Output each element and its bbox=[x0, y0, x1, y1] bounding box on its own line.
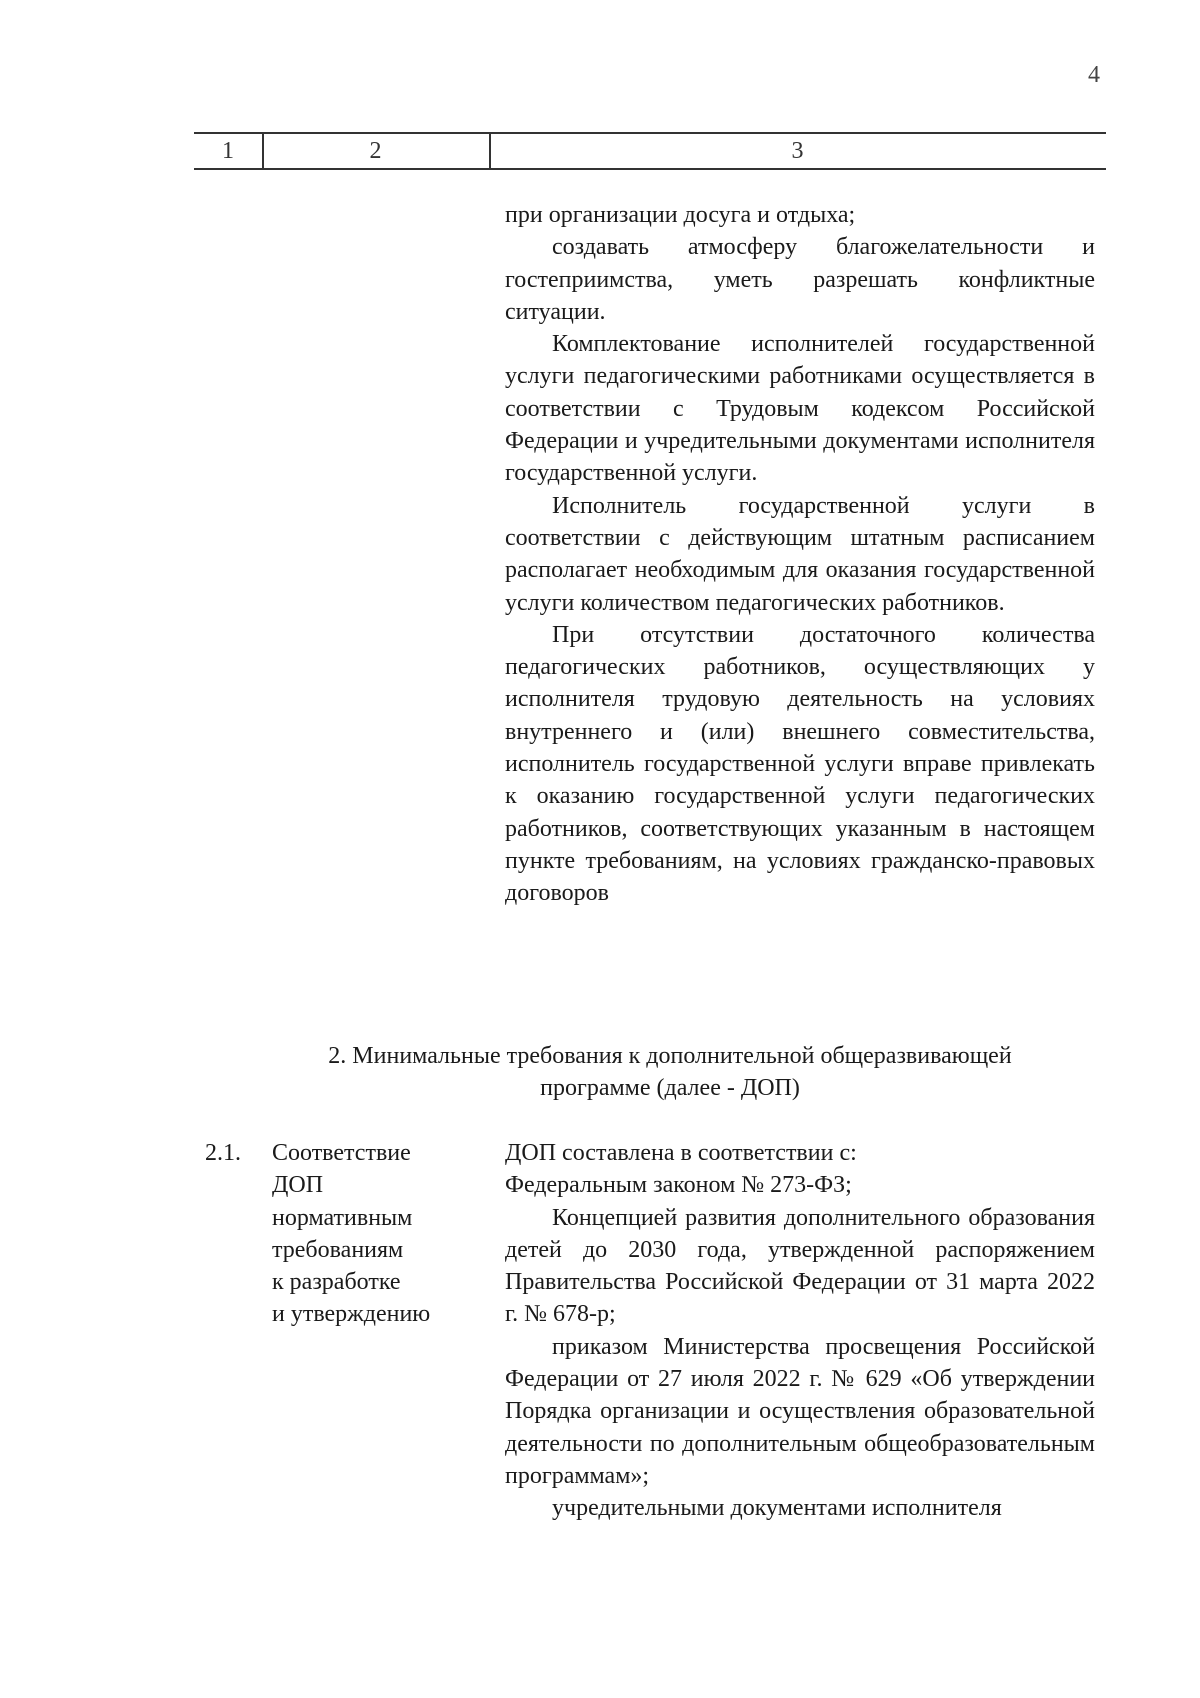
paragraph: Федеральным законом № 273-ФЗ; bbox=[505, 1172, 852, 1199]
row-label-line: нормативным bbox=[272, 1204, 413, 1231]
row-label-line: требованиям bbox=[272, 1236, 404, 1263]
row-label-line: к разработке bbox=[272, 1269, 401, 1296]
paragraph: ДОП составлена в соответствии с: bbox=[505, 1140, 857, 1166]
section-title-line: 2. Минимальные требования к дополнительной общеразвивающей bbox=[328, 1043, 1012, 1069]
table-header-row bbox=[194, 132, 1106, 170]
row-label bbox=[272, 1137, 472, 1331]
paragraph: Концепцией развития дополнительного образования детей до 2030 года, утвержденной распоряжением Правительства Российской Федерации от 31 марта 2022 г. № 678-р; bbox=[505, 1204, 1095, 1328]
header-cell-1: 1 bbox=[222, 138, 234, 164]
paragraph: Комплектование исполнителей государственной услуги педагогическими работниками осуществляется в соответствии с Трудовым кодексом Российской Федерации и учредительными документами исполнителя государственной услуги. bbox=[505, 331, 1095, 487]
header-cell-3: 3 bbox=[791, 138, 804, 164]
page-number: 4 bbox=[1088, 62, 1100, 88]
paragraph: при организации досуга и отдыха; bbox=[505, 202, 856, 228]
paragraph: учредительными документами исполнителя bbox=[552, 1495, 1002, 1522]
row-label-line: и утверждению bbox=[272, 1301, 431, 1328]
row-label-line: Соответствие bbox=[272, 1140, 411, 1166]
row-description bbox=[505, 1137, 1095, 1525]
paragraph: При отсутствии достаточного количества педагогических работников, осуществляющих у исполнителя трудовую деятельность на условиях внутреннего и (или) внешнего совместительства, исполнитель государственной услуги вправе привлекать к оказанию государственной услуги педагогических работников, соответствующих указанным в настоящем пункте требованиям, на условиях гражданско-правовых договоров bbox=[505, 621, 1095, 907]
section-title-line: программе (далее - ДОП) bbox=[540, 1075, 800, 1101]
header-cell-2: 2 bbox=[369, 138, 382, 164]
row-number: 2.1. bbox=[205, 1140, 241, 1166]
paragraph: Исполнитель государственной услуги в соответствии с действующим штатным расписанием располагает необходимым для оказания государственной услуги количеством педагогических работников. bbox=[505, 492, 1095, 616]
section-title bbox=[230, 1040, 1110, 1104]
paragraph: создавать атмосферу благожелательности и гостеприимства, уметь разрешать конфликтные ситуации. bbox=[505, 234, 1095, 325]
row-label-line: ДОП bbox=[272, 1172, 324, 1199]
continued-requirements-text bbox=[505, 199, 1095, 910]
paragraph: приказом Министерства просвещения Российской Федерации от 27 июля 2022 г. № 629 «Об утверждении Порядка организации и осуществления образовательной деятельности по дополнительным общеобразовательным программам»; bbox=[505, 1333, 1095, 1489]
